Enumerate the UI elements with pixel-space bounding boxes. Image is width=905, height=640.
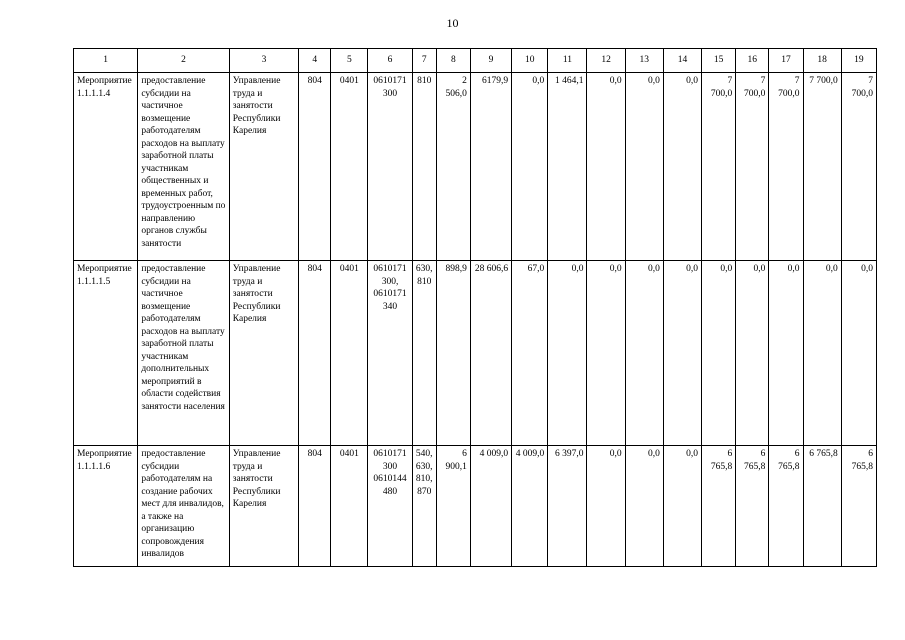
column-header: 8 — [436, 49, 470, 73]
value-cell: 6 765,8 — [841, 446, 876, 567]
description-cell: предоставление субсидии работодателям на создание рабочих мест для инвалидов, а также на организацию сопровождения инвалидов — [138, 446, 229, 567]
rzpr-cell: 0401 — [331, 446, 368, 567]
value-cell: 898,9 — [436, 261, 470, 446]
value-cell: 0,0 — [736, 261, 769, 446]
value-cell: 0,0 — [625, 446, 663, 567]
column-header: 1 — [74, 49, 138, 73]
column-header: 14 — [663, 49, 701, 73]
measure-cell: Мероприятие 1.1.1.1.4 — [74, 73, 138, 261]
table-row — [74, 261, 877, 446]
value-cell: 6 765,8 — [803, 446, 841, 567]
budget-table — [73, 48, 877, 567]
column-header: 3 — [229, 49, 298, 73]
measure-cell: Мероприятие 1.1.1.1.6 — [74, 446, 138, 567]
executor-cell: Управление труда и занятости Республики Карелия — [229, 446, 298, 567]
value-cell: 4 009,0 — [470, 446, 511, 567]
grbs-cell: 804 — [299, 261, 331, 446]
column-header: 7 — [412, 49, 436, 73]
rzpr-cell: 0401 — [331, 261, 368, 446]
csr-cell: 0610171300, 0610171340 — [368, 261, 412, 446]
column-header: 13 — [625, 49, 663, 73]
value-cell: 0,0 — [841, 261, 876, 446]
description-cell: предоставление субсидии на частичное возмещение работодателям расходов на выплату заработной платы участникам общественных и временных работ, трудоустроенным по направлению органов службы занятости — [138, 73, 229, 261]
value-cell: 0,0 — [587, 73, 625, 261]
column-header: 15 — [702, 49, 736, 73]
value-cell: 0,0 — [663, 446, 701, 567]
value-cell: 6 765,8 — [702, 446, 736, 567]
value-cell: 4 009,0 — [512, 446, 548, 567]
column-header: 2 — [138, 49, 229, 73]
value-cell: 6 765,8 — [736, 446, 769, 567]
value-cell: 6179,9 — [470, 73, 511, 261]
value-cell: 1 464,1 — [548, 73, 587, 261]
value-cell: 6 765,8 — [769, 446, 803, 567]
vr-cell: 630, 810 — [412, 261, 436, 446]
grbs-cell: 804 — [299, 446, 331, 567]
value-cell: 0,0 — [663, 261, 701, 446]
header-row — [74, 49, 877, 73]
column-header: 5 — [331, 49, 368, 73]
vr-cell: 540, 630, 810, 870 — [412, 446, 436, 567]
table-row — [74, 73, 877, 261]
value-cell: 6 900,1 — [436, 446, 470, 567]
page-number: 10 — [446, 16, 459, 30]
csr-cell: 0610171300 0610144480 — [368, 446, 412, 567]
value-cell: 7 700,0 — [702, 73, 736, 261]
vr-cell: 810 — [412, 73, 436, 261]
column-header: 9 — [470, 49, 511, 73]
column-header: 18 — [803, 49, 841, 73]
value-cell: 7 700,0 — [769, 73, 803, 261]
value-cell: 0,0 — [587, 261, 625, 446]
value-cell: 28 606,6 — [470, 261, 511, 446]
executor-cell: Управление труда и занятости Республики Карелия — [229, 261, 298, 446]
description-cell: предоставление субсидии на частичное возмещение работодателям расходов на выплату заработной платы участникам дополнительных мероприятий в области содействия занятости населения — [138, 261, 229, 446]
executor-cell: Управление труда и занятости Республики Карелия — [229, 73, 298, 261]
value-cell: 0,0 — [702, 261, 736, 446]
value-cell: 0,0 — [769, 261, 803, 446]
column-header: 16 — [736, 49, 769, 73]
value-cell: 7 700,0 — [841, 73, 876, 261]
value-cell: 0,0 — [625, 73, 663, 261]
value-cell: 0,0 — [663, 73, 701, 261]
value-cell: 7 700,0 — [736, 73, 769, 261]
column-header: 12 — [587, 49, 625, 73]
value-cell: 0,0 — [625, 261, 663, 446]
column-header: 4 — [299, 49, 331, 73]
measure-cell: Мероприятие 1.1.1.1.5 — [74, 261, 138, 446]
value-cell: 0,0 — [587, 446, 625, 567]
value-cell: 0,0 — [548, 261, 587, 446]
value-cell: 6 397,0 — [548, 446, 587, 567]
grbs-cell: 804 — [299, 73, 331, 261]
column-header: 17 — [769, 49, 803, 73]
column-header: 11 — [548, 49, 587, 73]
value-cell: 0,0 — [803, 261, 841, 446]
table-row — [74, 446, 877, 567]
value-cell: 7 700,0 — [803, 73, 841, 261]
rzpr-cell: 0401 — [331, 73, 368, 261]
column-header: 10 — [512, 49, 548, 73]
csr-cell: 0610171300 — [368, 73, 412, 261]
column-header: 6 — [368, 49, 412, 73]
value-cell: 0,0 — [512, 73, 548, 261]
value-cell: 2 506,0 — [436, 73, 470, 261]
value-cell: 67,0 — [512, 261, 548, 446]
column-header: 19 — [841, 49, 876, 73]
